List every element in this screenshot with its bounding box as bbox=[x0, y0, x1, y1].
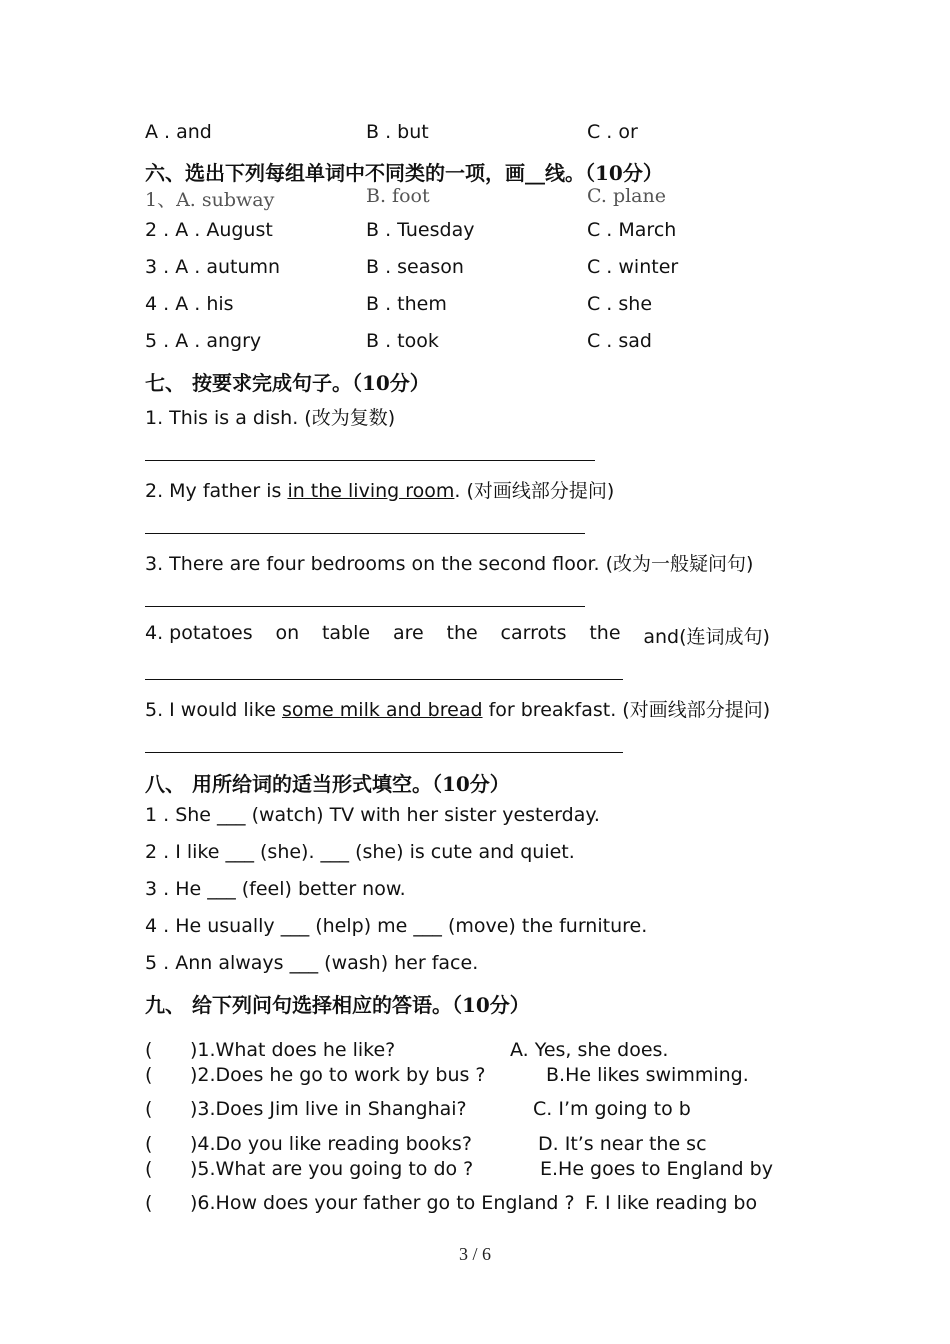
s9-answer-e: E.He goes to England by bbox=[540, 1158, 773, 1180]
s7-q4-word: table bbox=[321, 622, 371, 644]
s9-paren-5: ( bbox=[145, 1158, 153, 1180]
s9-question-1: )1.What does he like? bbox=[190, 1039, 396, 1061]
s7-question-5 bbox=[145, 695, 770, 722]
s7-q5-underlined: some milk and bread bbox=[282, 699, 483, 721]
s7-q5-prefix: 5. I would like bbox=[145, 699, 283, 721]
section-8-title: 八、 用所给词的适当形式填空。（10分） bbox=[145, 772, 510, 796]
s9-paren-1: ( bbox=[145, 1039, 153, 1061]
s8-item-5: 5 . Ann always ___ (wash) her face. bbox=[145, 952, 479, 974]
section-6-title: 六、选出下列每组单词中不同类的一项，画__线。（10分） bbox=[145, 161, 663, 185]
s6-row4-a: 4 . A . his bbox=[145, 293, 234, 315]
s9-paren-6: ( bbox=[145, 1192, 153, 1214]
s7-question-2 bbox=[145, 476, 614, 503]
s6-row2-a: 2 . A . August bbox=[145, 219, 273, 241]
s6-row1-b: B. foot bbox=[366, 185, 430, 207]
s6-row5-a: 5 . A . angry bbox=[145, 330, 262, 352]
s7-question-4 bbox=[145, 622, 770, 649]
option-c: C . or bbox=[587, 121, 638, 143]
page-number: 3 / 6 bbox=[458, 1244, 491, 1264]
s7-answer-line-5 bbox=[145, 752, 623, 753]
s7-q2-suffix: . (对画线部分提问) bbox=[454, 480, 615, 502]
s6-row4-b: B . them bbox=[366, 293, 447, 315]
s9-question-6: )6.How does your father go to England ? bbox=[190, 1192, 575, 1214]
s9-paren-2: ( bbox=[145, 1064, 153, 1086]
s7-q4-word: are bbox=[392, 622, 424, 644]
s6-row4-c: C . she bbox=[587, 293, 653, 315]
s9-answer-f: F. I like reading bo bbox=[585, 1192, 758, 1214]
s7-q4-word: the bbox=[589, 622, 621, 644]
s9-paren-4: ( bbox=[145, 1133, 153, 1155]
s7-q2-underlined: in the living room bbox=[287, 480, 455, 502]
s7-answer-line-2 bbox=[145, 533, 585, 534]
s6-row3-a: 3 . A . autumn bbox=[145, 256, 281, 278]
s7-q2-prefix: 2. My father is bbox=[145, 480, 288, 502]
s7-q4-word: on bbox=[275, 622, 300, 644]
s6-row5-b: B . took bbox=[366, 330, 439, 352]
s7-q4-word: the bbox=[446, 622, 478, 644]
section-9-title: 九、 给下列问句选择相应的答语。（10分） bbox=[145, 993, 530, 1017]
s7-q4-word: 4. potatoes bbox=[145, 622, 253, 644]
s6-row3-c: C . winter bbox=[587, 256, 679, 278]
s7-q4-word: and(连词成句) bbox=[643, 626, 770, 648]
s9-answer-b: B.He likes swimming. bbox=[546, 1064, 749, 1086]
option-a: A . and bbox=[145, 121, 212, 143]
s7-question-1: 1. This is a dish. (改为复数) bbox=[145, 407, 396, 429]
s9-question-3: )3.Does Jim live in Shanghai? bbox=[190, 1098, 467, 1120]
s9-answer-c: C. I’m going to b bbox=[533, 1098, 691, 1120]
s7-question-3: 3. There are four bedrooms on the second floor. (改为一般疑问句) bbox=[145, 553, 754, 575]
s6-row5-c: C . sad bbox=[587, 330, 652, 352]
section-7-title: 七、 按要求完成句子。（10分） bbox=[145, 371, 430, 395]
s6-row2-b: B . Tuesday bbox=[366, 219, 475, 241]
s8-item-3: 3 . He ___ (feel) better now. bbox=[145, 878, 406, 900]
s7-answer-line-1 bbox=[145, 460, 595, 461]
s7-q5-suffix: for breakfast. (对画线部分提问) bbox=[482, 699, 771, 721]
s9-question-5: )5.What are you going to do ? bbox=[190, 1158, 474, 1180]
s7-answer-line-3 bbox=[145, 606, 585, 607]
s6-row2-c: C . March bbox=[587, 219, 677, 241]
s7-answer-line-4 bbox=[145, 679, 623, 680]
s9-question-4: )4.Do you like reading books? bbox=[190, 1133, 472, 1155]
s9-question-2: )2.Does he go to work by bus ? bbox=[190, 1064, 486, 1086]
s8-item-1: 1 . She ___ (watch) TV with her sister yesterday. bbox=[145, 804, 600, 826]
s8-item-4: 4 . He usually ___ (help) me ___ (move) the furniture. bbox=[145, 915, 648, 937]
s8-item-2: 2 . I like ___ (she). ___ (she) is cute and quiet. bbox=[145, 841, 575, 863]
s6-row1-a: 1、A. subway bbox=[145, 189, 275, 211]
s9-answer-a: A. Yes, she does. bbox=[510, 1039, 669, 1061]
s9-answer-d: D. It’s near the sc bbox=[538, 1133, 707, 1155]
option-b: B . but bbox=[366, 121, 429, 143]
s6-row1-c: C. plane bbox=[587, 185, 666, 207]
s7-q4-word: carrots bbox=[500, 622, 567, 644]
s6-row3-b: B . season bbox=[366, 256, 464, 278]
s9-paren-3: ( bbox=[145, 1098, 153, 1120]
